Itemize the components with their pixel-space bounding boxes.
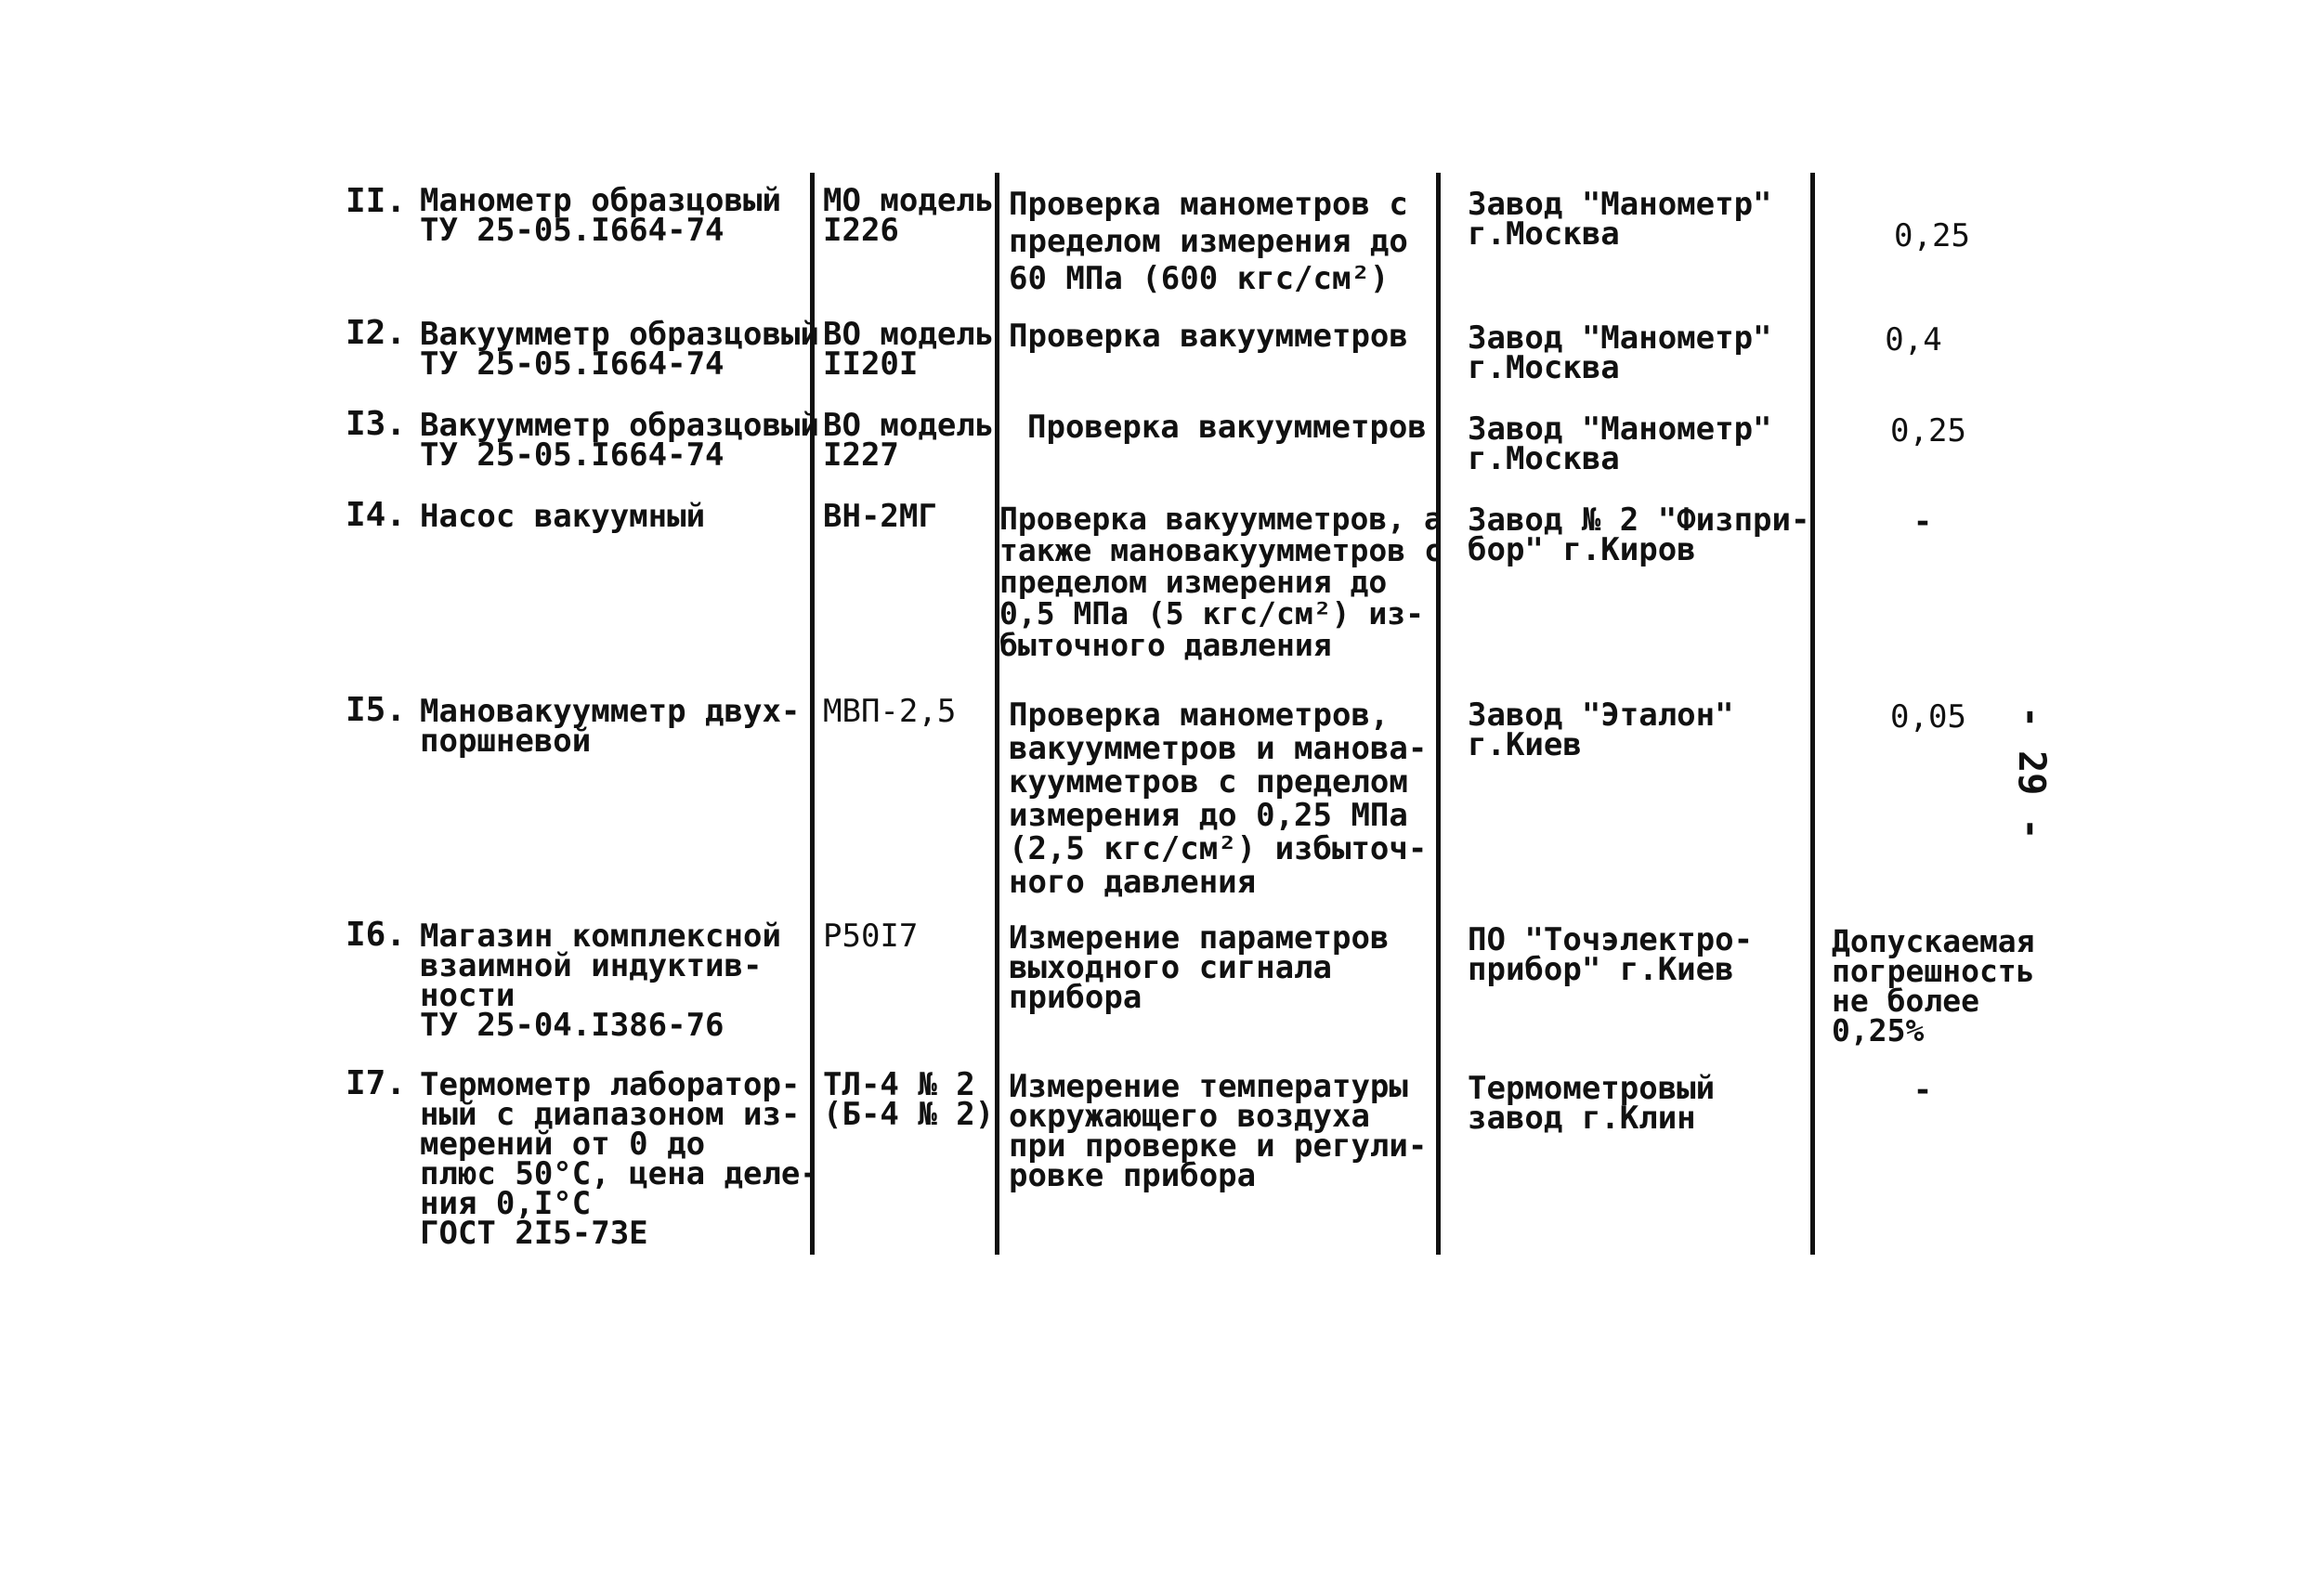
instrument-model: МВП-2,5	[823, 693, 957, 730]
instrument-accuracy: -	[1913, 1072, 1933, 1109]
instrument-purpose: Проверка вакуумметров	[1027, 409, 1427, 446]
row-number: I4.	[346, 496, 407, 534]
instrument-accuracy: 0,05	[1890, 698, 1966, 736]
instrument-maker: Завод № 2 "Физпри- бор" г.Киров	[1468, 501, 1810, 568]
instrument-purpose: Проверка вакуумметров, а также мановакуумметров с пределом измерения до 0,5 МПа (5 кгс/см²) из- быточного давления	[999, 501, 1443, 663]
column-rule-2	[995, 173, 999, 1255]
instrument-model: МО модель I226	[823, 182, 995, 249]
row-number: I6.	[346, 916, 407, 954]
instrument-maker: Завод "Манометр" г.Москва	[1468, 186, 1772, 253]
row-number: I7.	[346, 1064, 407, 1102]
instrument-accuracy: 0,25	[1890, 412, 1966, 449]
instrument-maker: ПО "Точэлектро- прибор" г.Киев	[1468, 921, 1754, 988]
instrument-purpose: Измерение параметров выходного сигнала прибора	[1009, 919, 1390, 1016]
instrument-model: Р50I7	[823, 918, 919, 955]
instrument-model: ТЛ-4 № 2 (Б-4 № 2)	[823, 1066, 995, 1133]
instrument-accuracy: Допускаемая погрешность не более 0,25%	[1832, 923, 2035, 1048]
instrument-purpose: Проверка манометров, вакуумметров и манова- куумметров с пределом измерения до 0,25 МПа (2,5 кгс/см²) избыточ- ного давления	[1009, 697, 1428, 901]
instrument-name: Вакуумметр образцовый ТУ 25-05.I664-74	[420, 407, 819, 474]
instrument-purpose: Проверка манометров с пределом измерения до 60 МПа (600 кгс/см²)	[1009, 186, 1408, 297]
row-number: II.	[346, 182, 407, 220]
instrument-maker: Завод "Манометр" г.Москва	[1468, 410, 1772, 477]
row-number: I2.	[346, 314, 407, 352]
instrument-name: Манометр образцовый ТУ 25-05.I664-74	[420, 182, 781, 249]
instrument-name: Мановакуумметр двух- поршневой	[420, 693, 801, 760]
instrument-maker: Завод "Эталон" г.Киев	[1468, 697, 1734, 763]
instrument-name: Термометр лаборатор- ный с диапазоном из- мерений от 0 до плюс 50°С, цена деле- ния 0,I°С ГОСТ 2I5-73Е	[420, 1066, 819, 1252]
instrument-purpose: Измерение температуры окружающего воздуха при проверке и регули- ровке прибора	[1009, 1068, 1428, 1194]
instrument-name: Вакуумметр образцовый ТУ 25-05.I664-74	[420, 316, 819, 383]
row-number: I3.	[346, 405, 407, 443]
instrument-maker: Термометровый завод г.Клин	[1468, 1070, 1716, 1137]
instrument-accuracy: 0,4	[1885, 321, 1942, 358]
instrument-model: ВН-2МГ	[823, 498, 937, 535]
instrument-purpose: Проверка вакуумметров	[1009, 318, 1408, 355]
instrument-model: ВО модель II20I	[823, 316, 995, 383]
instrument-accuracy: 0,25	[1894, 217, 1970, 254]
row-number: I5.	[346, 691, 407, 729]
instrument-name: Насос вакуумный	[420, 498, 706, 535]
instrument-maker: Завод "Манометр" г.Москва	[1468, 319, 1772, 386]
column-rule-3	[1436, 173, 1441, 1255]
instrument-model: ВО модель I227	[823, 407, 995, 474]
page-number: - 29 -	[2010, 706, 2053, 840]
instrument-name: Магазин комплексной взаимной индуктив- ности ТУ 25-04.I386-76	[420, 918, 781, 1044]
instrument-accuracy: -	[1913, 503, 1933, 541]
